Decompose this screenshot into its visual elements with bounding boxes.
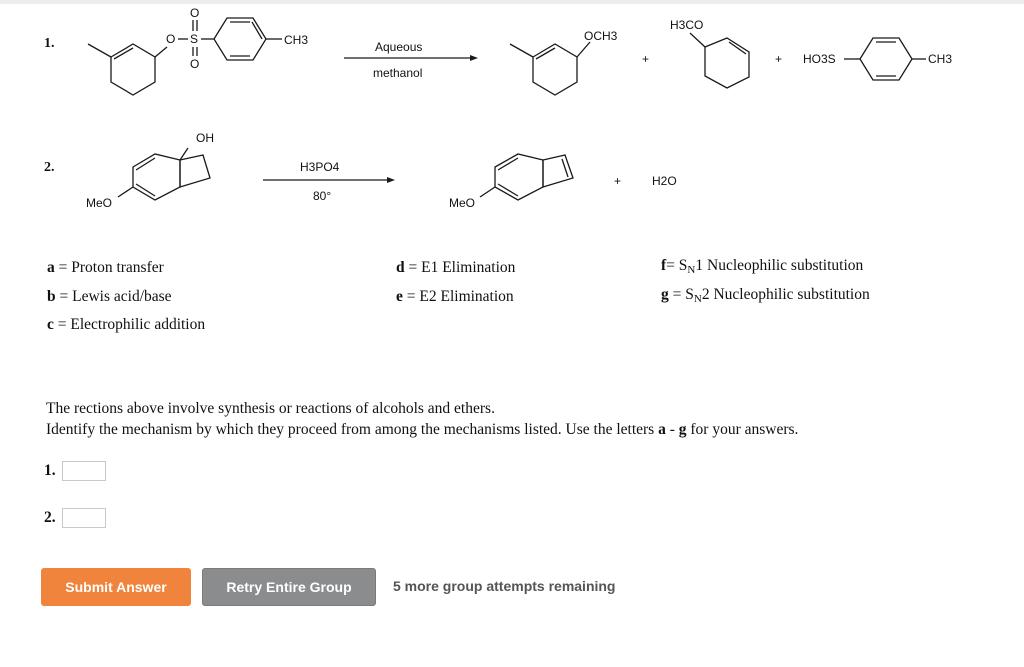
answer-2-label: 2. [44,509,56,526]
svg-text:+: + [614,174,622,188]
svg-text:MeO: MeO [449,196,476,210]
mechanism-b: b = Lewis acid/base [47,288,172,305]
reagent-1-top: Aqueous [375,40,423,54]
reagent-2-top: H3PO4 [300,160,340,174]
svg-text:+: + [642,52,650,66]
mechanism-e: e = E2 Elimination [396,288,514,305]
mechanism-g: g = SN2 Nucleophilic substitution [661,286,870,305]
reagent-1-bottom: methanol [373,66,423,80]
svg-text:OCH3: OCH3 [584,29,618,43]
answer-2-input[interactable] [62,508,106,528]
svg-text:O: O [190,6,200,20]
mechanism-c: c = Electrophilic addition [47,316,206,333]
svg-text:O: O [190,57,200,71]
svg-text:CH3: CH3 [284,33,309,47]
instructions-line-1: The rections above involve synthesis or reactions of alcohols and ethers. [46,400,495,417]
problem-1-number: 1. [44,36,55,51]
submit-answer-button[interactable]: Submit Answer [41,568,191,606]
svg-text:80°: 80° [313,189,332,203]
mechanism-a: a = Proton transfer [47,259,164,276]
product-1b-structure [670,18,749,88]
reactant-1-structure [88,6,308,95]
svg-text:OH: OH [196,131,214,145]
svg-text:+: + [775,52,783,66]
svg-text:O: O [166,32,176,46]
product-2-structure [449,154,573,210]
water-label: H2O [652,174,677,188]
reactant-2-structure [86,131,214,210]
retry-group-button[interactable]: Retry Entire Group [202,568,376,606]
reaction-scheme [0,0,1024,240]
svg-text:HO3S: HO3S [803,52,836,66]
mechanism-d: d = E1 Elimination [396,259,516,276]
svg-text:S: S [190,32,199,46]
svg-text:MeO: MeO [86,196,113,210]
answer-1-label: 1. [44,462,56,479]
svg-text:CH3: CH3 [928,52,953,66]
product-1c-structure [803,38,952,80]
answer-1-input[interactable] [62,461,106,481]
product-1a-structure [510,29,618,95]
instructions-line-2: Identify the mechanism by which they proceed from among the mechanisms listed. Use the letters a - g for your answers. [46,421,799,438]
problem-2-number: 2. [44,160,55,175]
svg-text:H3CO: H3CO [670,18,704,32]
mechanism-f: f= SN1 Nucleophilic substitution [661,257,864,276]
attempts-remaining-text: 5 more group attempts remaining [393,578,616,594]
